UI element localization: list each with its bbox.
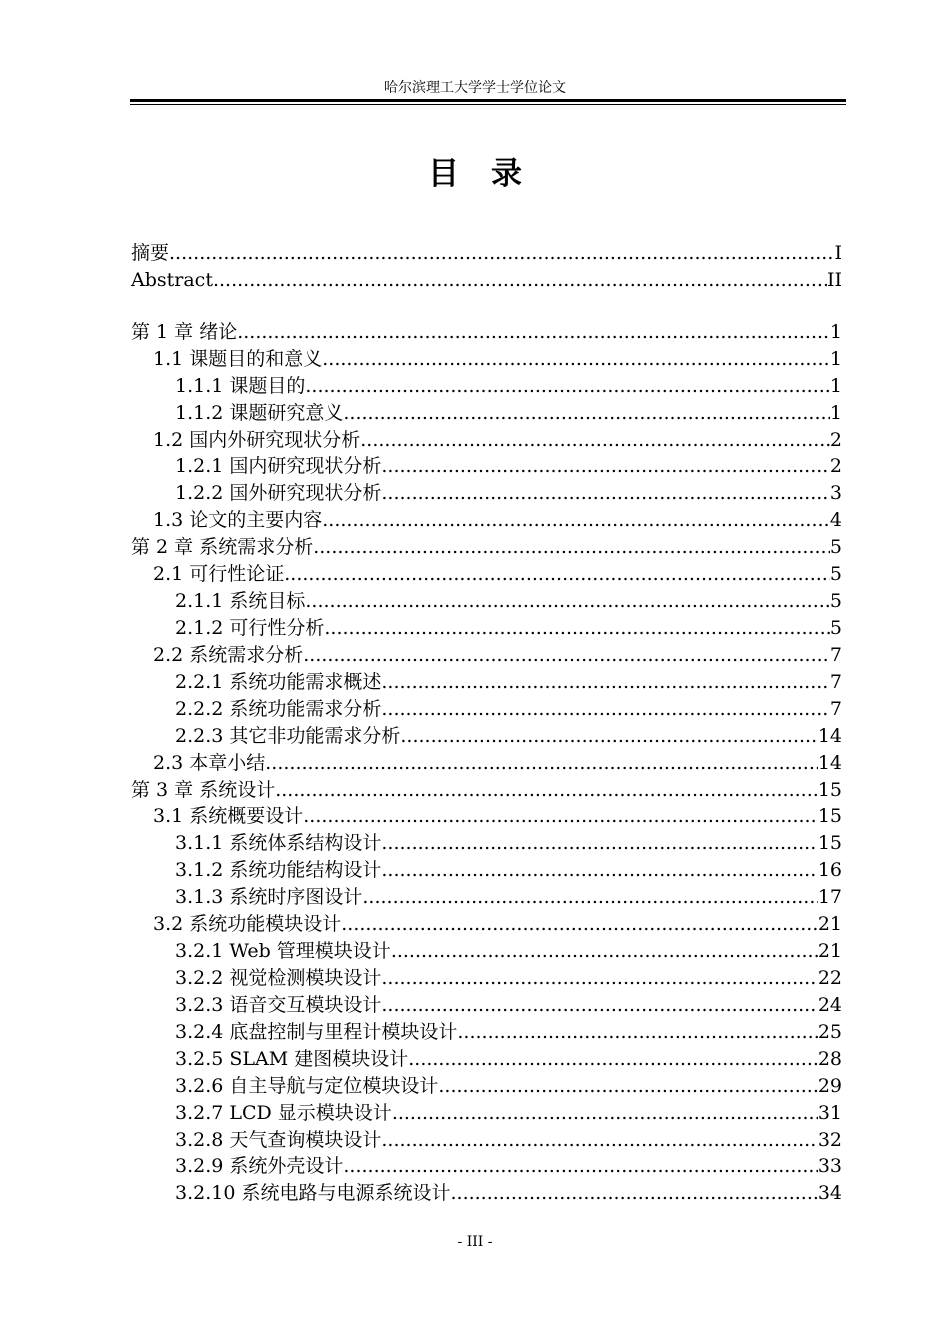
- toc-entry-label: 3.2.2 视觉检测模块设计: [175, 966, 382, 989]
- header-rule-thin: [130, 104, 846, 105]
- toc-dot-leader: [343, 400, 830, 427]
- toc-entry-page: 2: [829, 455, 842, 478]
- toc-entry[interactable]: [131, 938, 842, 965]
- toc-entry-page: 4: [829, 509, 842, 532]
- toc-entry-label: 2.1.1 系统目标: [175, 590, 306, 613]
- toc-dot-leader: [438, 1073, 817, 1100]
- toc-entry[interactable]: [131, 911, 842, 938]
- toc-entry-page: 5: [829, 616, 842, 639]
- toc-dot-leader: [450, 1180, 817, 1207]
- toc-entry-label: 2.1 可行性论证: [153, 563, 285, 586]
- toc-entry-label: 3.2.4 底盘控制与里程计模块设计: [175, 1020, 458, 1043]
- toc-entry-label: 2.2.1 系统功能需求概述: [175, 670, 382, 693]
- toc-entry-label: 3.1.3 系统时序图设计: [175, 886, 363, 909]
- toc-entry-page: 24: [817, 993, 842, 1016]
- toc-entry-page: 14: [817, 751, 842, 774]
- toc-entry-page: 22: [817, 966, 842, 989]
- toc-entry[interactable]: [131, 534, 842, 561]
- toc-dot-leader: [381, 696, 830, 723]
- toc-dot-leader: [381, 857, 817, 884]
- toc-entry-page: 2: [829, 428, 842, 451]
- toc-entry[interactable]: [131, 319, 842, 346]
- toc-entry[interactable]: [131, 480, 842, 507]
- toc-entry[interactable]: [131, 1153, 842, 1180]
- toc-entry[interactable]: [131, 453, 842, 480]
- toc-entry-page: 21: [817, 940, 842, 963]
- toc-dot-leader: [324, 615, 830, 642]
- toc-entry-label: 3.1.1 系统体系结构设计: [175, 832, 382, 855]
- toc-entry-label: 2.2.3 其它非功能需求分析: [175, 724, 401, 747]
- toc-entry[interactable]: [131, 642, 842, 669]
- toc-entry-page: 1: [829, 347, 842, 370]
- toc-entry-page: 5: [829, 590, 842, 613]
- toc-dot-leader: [341, 911, 818, 938]
- toc-entry-label: 2.2.2 系统功能需求分析: [175, 697, 382, 720]
- toc-dot-leader: [303, 642, 830, 669]
- table-of-contents: [131, 240, 842, 1207]
- toc-entry-page: 7: [829, 670, 842, 693]
- toc-entry[interactable]: [131, 561, 842, 588]
- toc-dot-leader: [265, 750, 818, 777]
- toc-dot-leader: [284, 561, 830, 588]
- running-header: 哈尔滨理工大学学士学位论文: [384, 80, 566, 96]
- toc-entry-page: 14: [817, 724, 842, 747]
- toc-dot-leader: [343, 1153, 817, 1180]
- toc-entry-label: 2.2 系统需求分析: [153, 643, 304, 666]
- toc-dot-leader: [275, 777, 818, 804]
- toc-entry-label: 1.1.1 课题目的: [175, 374, 306, 397]
- toc-entry-page: 31: [817, 1101, 842, 1124]
- toc-entry[interactable]: [131, 777, 842, 804]
- toc-entry-page: 15: [817, 805, 842, 828]
- toc-entry[interactable]: [131, 803, 842, 830]
- toc-entry[interactable]: [131, 1180, 842, 1207]
- toc-entry[interactable]: [131, 884, 842, 911]
- toc-dot-leader: [362, 884, 817, 911]
- toc-entry[interactable]: [131, 346, 842, 373]
- toc-entry[interactable]: [131, 1100, 842, 1127]
- toc-entry[interactable]: [131, 1073, 842, 1100]
- toc-entry-page: 3: [829, 482, 842, 505]
- toc-entry-label: 3.2.5 SLAM 建图模块设计: [175, 1047, 409, 1070]
- page-number: - III -: [457, 1234, 493, 1250]
- toc-dot-leader: [381, 830, 817, 857]
- toc-entry[interactable]: [131, 1019, 842, 1046]
- toc-entry-page: 5: [829, 563, 842, 586]
- toc-entry[interactable]: [131, 723, 842, 750]
- toc-entry-label: 3.2.7 LCD 显示模块设计: [175, 1101, 392, 1124]
- toc-entry-label: 3.2.6 自主导航与定位模块设计: [175, 1074, 439, 1097]
- toc-entry[interactable]: [131, 615, 842, 642]
- toc-entry-label: 3.2.8 天气查询模块设计: [175, 1128, 382, 1151]
- toc-dot-leader: [313, 534, 830, 561]
- toc-entry-label: 第 1 章 绪论: [131, 320, 238, 343]
- toc-entry-page: 28: [817, 1047, 842, 1070]
- toc-dot-leader: [237, 319, 830, 346]
- toc-dot-leader: [400, 723, 817, 750]
- toc-entry-label: 第 3 章 系统设计: [131, 778, 276, 801]
- toc-entry[interactable]: [131, 507, 842, 534]
- toc-entry-page: II: [826, 268, 842, 291]
- toc-entry-page: 1: [829, 320, 842, 343]
- toc-dot-leader: [322, 507, 830, 534]
- toc-dot-leader: [360, 427, 830, 454]
- toc-entry[interactable]: [131, 965, 842, 992]
- toc-entry[interactable]: [131, 669, 842, 696]
- toc-entry[interactable]: [131, 992, 842, 1019]
- toc-dot-leader: [392, 1100, 818, 1127]
- toc-entry-page: 1: [829, 401, 842, 424]
- toc-entry-page: 7: [829, 643, 842, 666]
- toc-entry[interactable]: [131, 1127, 842, 1154]
- toc-entry-label: Abstract: [131, 268, 213, 291]
- toc-entry-label: 3.2.1 Web 管理模块设计: [175, 940, 391, 963]
- toc-entry[interactable]: [131, 267, 842, 294]
- toc-entry-page: 17: [817, 886, 842, 909]
- toc-entry-label: 1.2.2 国外研究现状分析: [175, 482, 382, 505]
- toc-entry-page: 7: [829, 697, 842, 720]
- toc-entry[interactable]: [131, 427, 842, 454]
- toc-entry[interactable]: [131, 373, 842, 400]
- toc-entry-page: 21: [817, 913, 842, 936]
- toc-entry[interactable]: [131, 830, 842, 857]
- toc-title: 目录: [428, 156, 554, 192]
- toc-entry-label: 3.2.10 系统电路与电源系统设计: [175, 1182, 451, 1205]
- toc-entry-page: 15: [817, 832, 842, 855]
- toc-entry-label: 3.2.9 系统外壳设计: [175, 1155, 344, 1178]
- toc-entry-page: 25: [817, 1020, 842, 1043]
- header-rule-thick: [130, 99, 846, 102]
- toc-entry[interactable]: [131, 1046, 842, 1073]
- toc-dot-leader: [381, 965, 817, 992]
- toc-entry[interactable]: [131, 750, 842, 777]
- toc-entry-label: 1.1.2 课题研究意义: [175, 401, 344, 424]
- toc-dot-leader: [457, 1019, 817, 1046]
- toc-entry-label: 1.2.1 国内研究现状分析: [175, 455, 382, 478]
- toc-dot-leader: [381, 992, 817, 1019]
- toc-dot-leader: [322, 346, 830, 373]
- toc-dot-leader: [305, 588, 830, 615]
- toc-entry[interactable]: [131, 857, 842, 884]
- toc-dot-leader: [381, 669, 830, 696]
- toc-entry-page: 1: [829, 374, 842, 397]
- toc-dot-leader: [305, 373, 830, 400]
- toc-entry-label: 摘要: [131, 242, 170, 264]
- toc-entry-page: 29: [817, 1074, 842, 1097]
- toc-entry[interactable]: [131, 240, 842, 267]
- toc-entry-label: 3.2 系统功能模块设计: [153, 913, 342, 936]
- toc-entry-label: 3.1 系统概要设计: [153, 805, 304, 828]
- toc-entry-page: 33: [817, 1155, 842, 1178]
- toc-entry-label: 3.1.2 系统功能结构设计: [175, 859, 382, 882]
- toc-dot-leader: [381, 1127, 817, 1154]
- toc-entry-label: 1.3 论文的主要内容: [153, 509, 323, 532]
- toc-entry[interactable]: [131, 400, 842, 427]
- toc-entry-page: 32: [817, 1128, 842, 1151]
- toc-entry-label: 第 2 章 系统需求分析: [131, 536, 314, 559]
- toc-entry-page: 16: [817, 859, 842, 882]
- toc-entry-label: 2.1.2 可行性分析: [175, 616, 325, 639]
- toc-entry-label: 1.1 课题目的和意义: [153, 347, 323, 370]
- toc-entry-label: 3.2.3 语音交互模块设计: [175, 993, 382, 1016]
- toc-dot-leader: [303, 803, 818, 830]
- toc-entry-page: I: [834, 242, 842, 264]
- toc-entry[interactable]: [131, 588, 842, 615]
- toc-dot-leader: [381, 480, 830, 507]
- toc-entry-page: 34: [817, 1182, 842, 1205]
- toc-dot-leader: [381, 453, 830, 480]
- toc-entry-label: 2.3 本章小结: [153, 751, 266, 774]
- toc-dot-leader: [213, 267, 827, 294]
- toc-dot-leader: [169, 240, 834, 267]
- toc-entry-page: 15: [817, 778, 842, 801]
- toc-dot-leader: [391, 938, 818, 965]
- toc-dot-leader: [408, 1046, 818, 1073]
- toc-entry-page: 5: [829, 536, 842, 559]
- toc-entry[interactable]: [131, 696, 842, 723]
- toc-entry-label: 1.2 国内外研究现状分析: [153, 428, 361, 451]
